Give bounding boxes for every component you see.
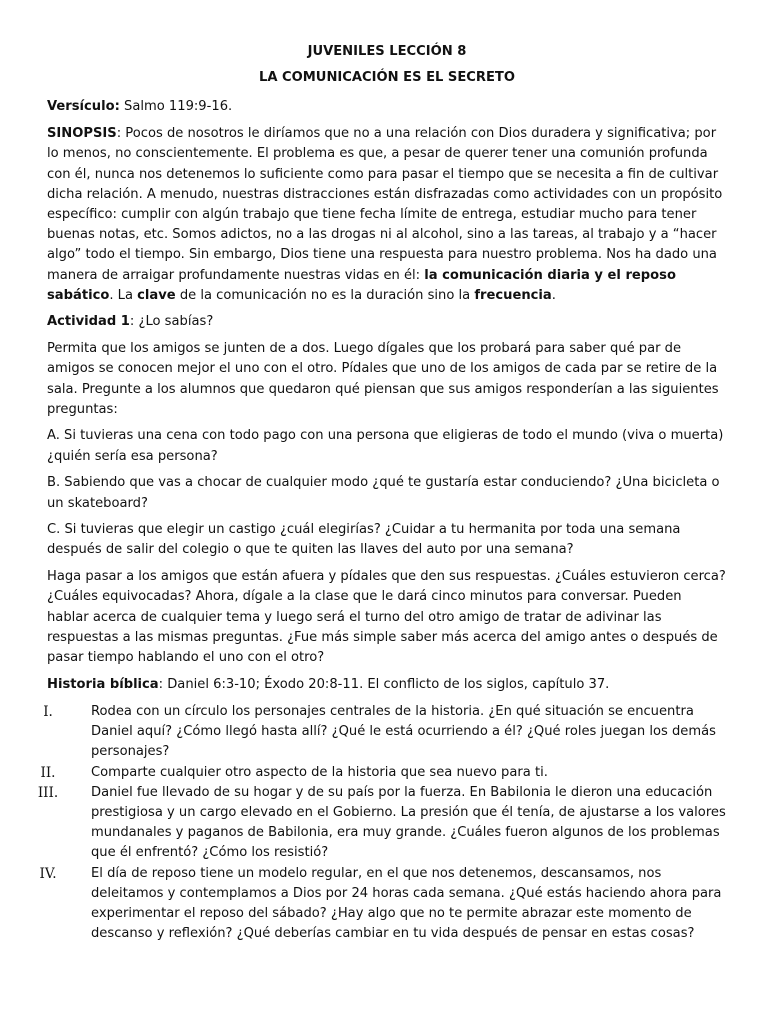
list-item-text: El día de reposo tiene un modelo regular, en el que nos detenemos, descansamos, nos deleitamos y contemplamos a Dios por 24 horas cada semana. ¿Qué estás haciendo ahora para experimentar el reposo del sábado? ¿Hay algo que no te permite abrazar este momento de descanso y reflexión? ¿Qué deberías cambiar en tu vida después de pensar en estas cosas?: [91, 865, 722, 942]
lesson-title: LA COMUNICACIÓN ES EL SECRETO: [259, 70, 515, 86]
list-item-number: II.: [40, 764, 56, 781]
sinopsis-text-4: .: [551, 287, 556, 303]
question-c: C. Si tuvieras que elegir un castigo ¿cuál elegirías? ¿Cuidar a tu hermanita por toda una semana después de salir del colegio o que te quiten las llaves del auto por una semana?: [47, 522, 681, 558]
list-item-text: Comparte cualquier otro aspecto de la historia que sea nuevo para ti.: [91, 764, 548, 780]
historia-label: Historia bíblica: [47, 676, 159, 692]
versiculo-label: Versículo:: [47, 99, 120, 115]
actividad-text: : ¿Lo sabías?: [129, 314, 214, 330]
historia-text: : Daniel 6:3-10; Éxodo 20:8-11. El conflicto de los siglos, capítulo 37.: [158, 676, 610, 692]
actividad-heading: [47, 312, 727, 332]
lesson-heading: JUVENILES LECCIÓN 8: [307, 44, 467, 59]
question-a: A. Si tuvieras una cena con todo pago con una persona que eligieras de todo el mundo (viva o muerta) ¿quién sería esa persona?: [47, 428, 724, 464]
list-item: [40, 763, 727, 783]
list-item-text: Rodea con un círculo los personajes centrales de la historia. ¿En qué situación se encuentra Daniel aquí? ¿Cómo llegó hasta allí? ¿Qué le está ocurriendo a él? ¿Qué roles juegan los demás personajes?: [91, 703, 716, 760]
list-item-number: III.: [37, 784, 59, 801]
sinopsis-paragraph: [47, 124, 727, 306]
sinopsis-text-2: . La: [109, 287, 138, 303]
actividad-label: Actividad 1: [47, 314, 130, 330]
study-questions-list: [37, 702, 727, 944]
question-b: B. Sabiendo que vas a chocar de cualquier modo ¿qué te gustaría estar conduciendo? ¿Una bicicleta o un skateboard?: [47, 475, 720, 511]
sinopsis-text: : Pocos de nosotros le diríamos que no a una relación con Dios duradera y significativa; por lo menos, no conscientemente. El problema es que, a pesar de querer tener una comunión profunda con él, nunca nos detenemos lo suficiente como para pasar el tiempo que se necesita a fin de cultivar dicha relación. A menudo, nuestras distracciones están disfrazadas como actividades con un propósito específico: cumplir con algún trabajo que tiene fecha límite de entrega, estudiar mucho para tener buenas notas, etc. Somos adictos, no a las drogas ni al alcohol, sino a las tareas, al trabajo y a “hacer algo” todo el tiempo. Sin embargo, Dios tiene una respuesta para nuestro problema. Nos ha dado una manera de arraigar profundamente nuestras vidas en él:: [47, 126, 723, 283]
actividad-followup: Haga pasar a los amigos que están afuera y pídales que den sus respuestas. ¿Cuáles estuvieron cerca? ¿Cuáles equivocadas? Ahora, dígale a la clase que le dará cinco minutos para conversar. Pueden hablar acerca de cualquier tema y luego será el turno del otro amigo de tratar de adivinar las respuestas a las mismas preguntas. ¿Fue más simple saber más acerca del amigo antes o después de pasar tiempo hablando el uno con el otro?: [47, 569, 726, 665]
sinopsis-emphasis-comunicacion: la comunicación diaria y el reposo sabático: [47, 267, 676, 303]
list-item-text: Daniel fue llevado de su hogar y de su país por la fuerza. En Babilonia le dieron una educación prestigiosa y un cargo elevado en el Gobierno. La presión que él tenía, de ajustarse a los valores mundanales y paganos de Babilonia, era muy grande. ¿Cuáles fueron algunos de los problemas que él enfrentó? ¿Cómo los resistió?: [91, 784, 726, 861]
list-item: [39, 864, 727, 945]
sinopsis-emphasis-clave: clave: [137, 287, 176, 303]
sinopsis-text-3: de la comunicación no es la duración sino la: [175, 287, 475, 303]
document-body: [37, 42, 727, 944]
versiculo-line: [47, 97, 727, 117]
list-item-number: I.: [43, 703, 53, 720]
sinopsis-label: SINOPSIS: [47, 126, 117, 142]
list-item-number: IV.: [39, 865, 57, 882]
historia-line: [47, 675, 727, 695]
versiculo-text: Salmo 119:9-16.: [119, 99, 233, 115]
actividad-instructions: Permita que los amigos se junten de a dos. Luego dígales que los probará para saber qué par de amigos se conocen mejor el uno con el otro. Pídales que uno de los amigos de cada par se retire de la sala. Pregunte a los alumnos que quedaron qué piensan que sus amigos responderían a las siguientes preguntas:: [47, 341, 719, 417]
sinopsis-emphasis-frecuencia: frecuencia: [474, 287, 552, 303]
list-item: [43, 702, 727, 763]
list-item: [37, 783, 727, 864]
